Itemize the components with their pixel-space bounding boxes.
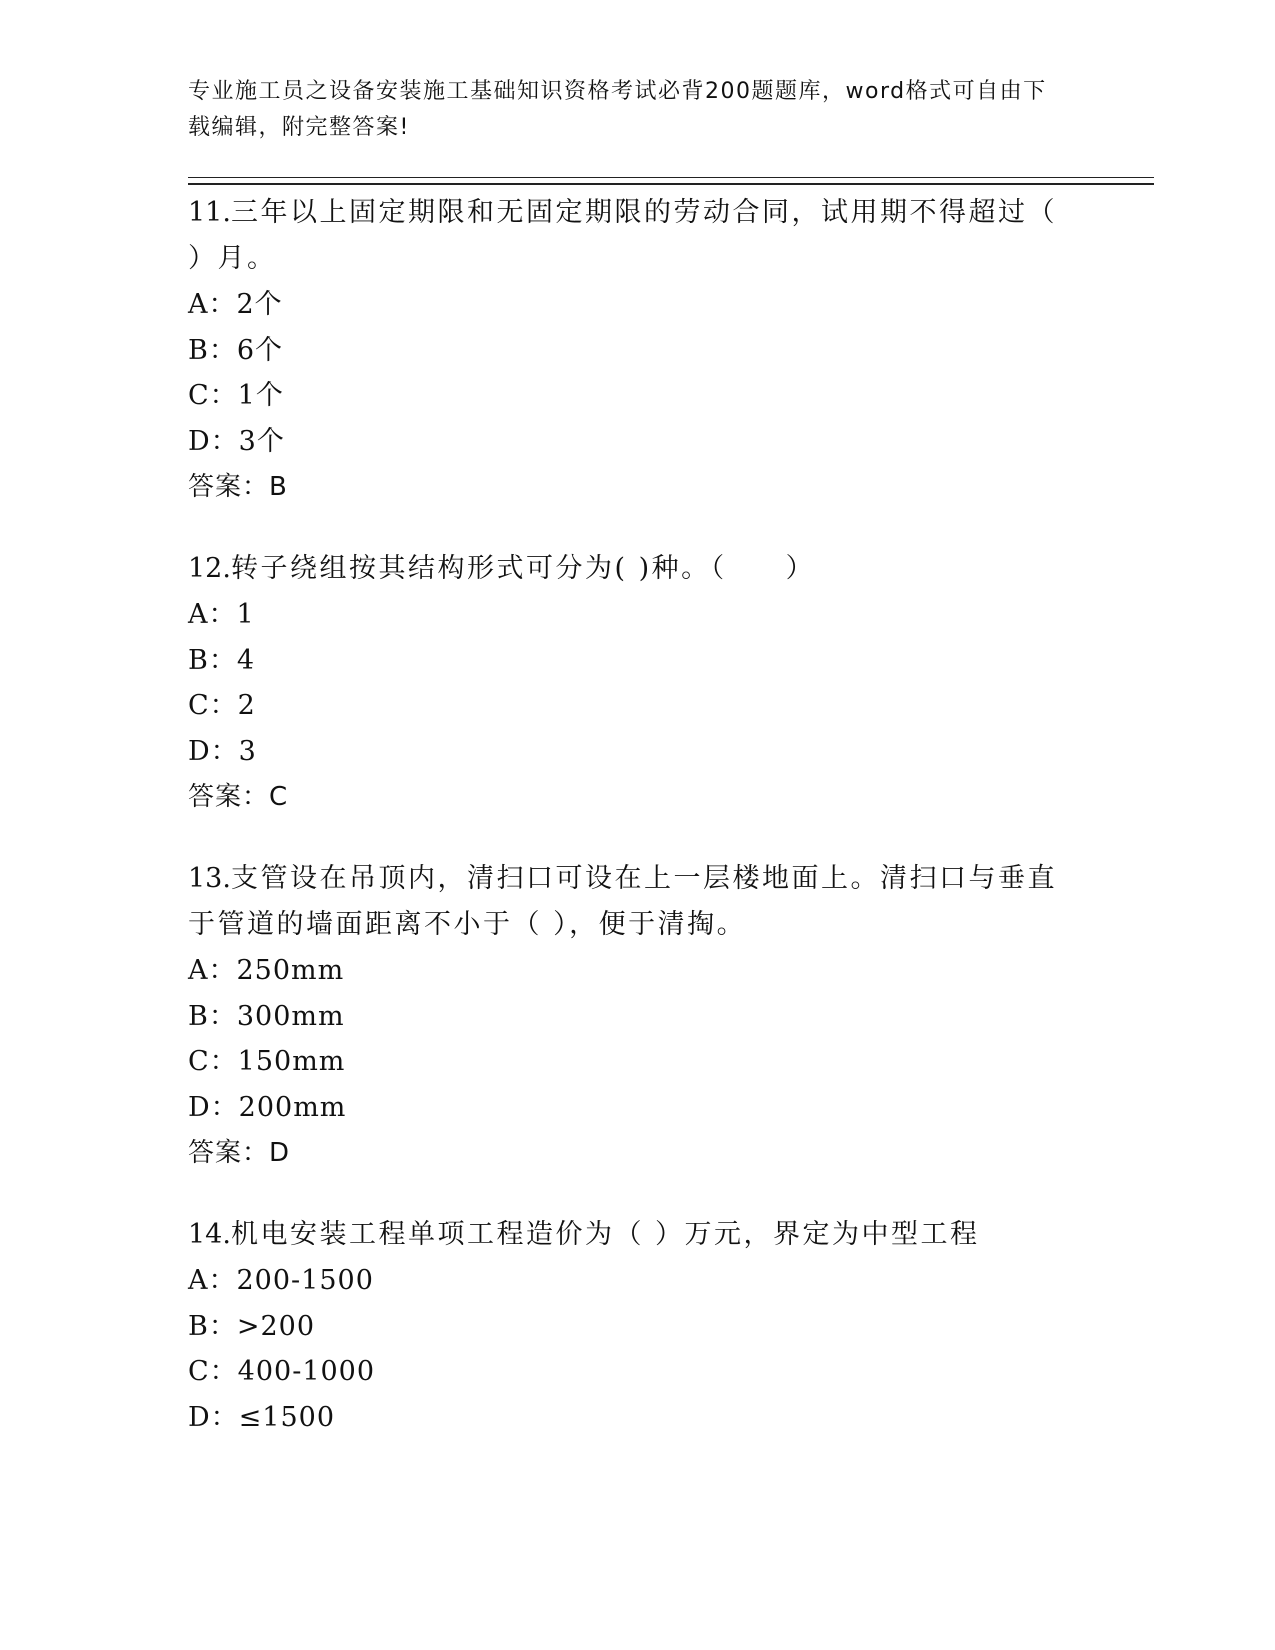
answer-line: 答案：B: [188, 472, 288, 502]
option-b: [188, 994, 1088, 1040]
option-a: [188, 1258, 1088, 1304]
option-c: [188, 373, 1088, 419]
option-key: A：: [188, 289, 237, 320]
option-key: A：: [188, 955, 237, 986]
option-text: 2: [237, 690, 256, 721]
question-stem: [188, 546, 1068, 592]
question-text: 机电安装工程单项工程造价为（ ）万元，界定为中型工程: [230, 1219, 980, 1250]
answer-line: 答案：D: [188, 1138, 291, 1168]
answer-line: 答案：C: [188, 782, 289, 812]
question-stem: [188, 856, 1068, 948]
option-key: B：: [188, 1000, 237, 1032]
question-number: 12.: [188, 553, 231, 584]
option-key: D：: [188, 735, 239, 767]
option-key: C：: [188, 1356, 238, 1387]
option-text: 3: [238, 735, 257, 767]
option-text: 150mm: [237, 1046, 346, 1077]
option-c: [188, 1349, 1088, 1395]
option-c: [188, 683, 1088, 729]
header-divider: [188, 177, 1154, 185]
question-12: [188, 546, 1088, 820]
option-b: [188, 638, 1088, 684]
question-text: 三年以上固定期限和无固定期限的劳动合同，试用期不得超过（ ）月。: [188, 197, 1057, 274]
option-text: 1: [236, 599, 255, 630]
option-text: 2个: [236, 289, 283, 320]
option-d: [188, 1395, 1088, 1441]
question-list: [188, 190, 1088, 1476]
option-d: [188, 729, 1088, 775]
question-number: 13.: [188, 863, 231, 894]
option-text: 6个: [236, 334, 284, 366]
option-key: C：: [188, 1046, 238, 1077]
question-text: 转子绕组按其结构形式可分为( )种。（ ）: [230, 553, 816, 584]
option-text: 250mm: [236, 955, 345, 986]
question-stem: [188, 190, 1068, 282]
option-d: [188, 419, 1088, 465]
option-key: A：: [188, 1265, 237, 1296]
question-14: [188, 1212, 1088, 1440]
option-key: B：: [188, 334, 237, 366]
option-text: >200: [236, 1310, 316, 1342]
option-text: 400-1000: [237, 1356, 376, 1387]
option-text: 200mm: [238, 1091, 347, 1123]
option-key: B：: [188, 644, 237, 676]
option-key: D：: [188, 1091, 239, 1123]
option-text: ≤1500: [238, 1401, 335, 1433]
option-c: [188, 1039, 1088, 1085]
option-key: D：: [188, 425, 239, 457]
document-title: 专业施工员之设备安装施工基础知识资格考试必背200题题库，word格式可自由下载编辑，附完整答案!: [188, 79, 1047, 140]
option-text: 3个: [238, 425, 285, 457]
option-text: 1个: [237, 380, 284, 411]
option-text: 300mm: [236, 1000, 345, 1032]
question-number: 11.: [188, 197, 231, 228]
option-key: B：: [188, 1310, 237, 1342]
option-key: A：: [188, 599, 237, 630]
option-a: [188, 282, 1088, 328]
option-key: D：: [188, 1401, 239, 1433]
option-text: 200-1500: [236, 1265, 374, 1296]
question-text: 支管设在吊顶内，清扫口可设在上一层楼地面上。清扫口与垂直于管道的墙面距离不小于（ ），便于清掏。: [188, 863, 1057, 940]
option-b: [188, 1304, 1088, 1350]
option-a: [188, 948, 1088, 994]
question-number: 14.: [188, 1219, 231, 1250]
question-11: [188, 190, 1088, 510]
option-d: [188, 1085, 1088, 1131]
option-a: [188, 592, 1088, 638]
question-13: [188, 856, 1088, 1176]
option-b: [188, 328, 1088, 374]
option-text: 4: [236, 644, 256, 676]
option-key: C：: [188, 690, 238, 721]
question-stem: [188, 1212, 1068, 1258]
option-key: C：: [188, 380, 238, 411]
